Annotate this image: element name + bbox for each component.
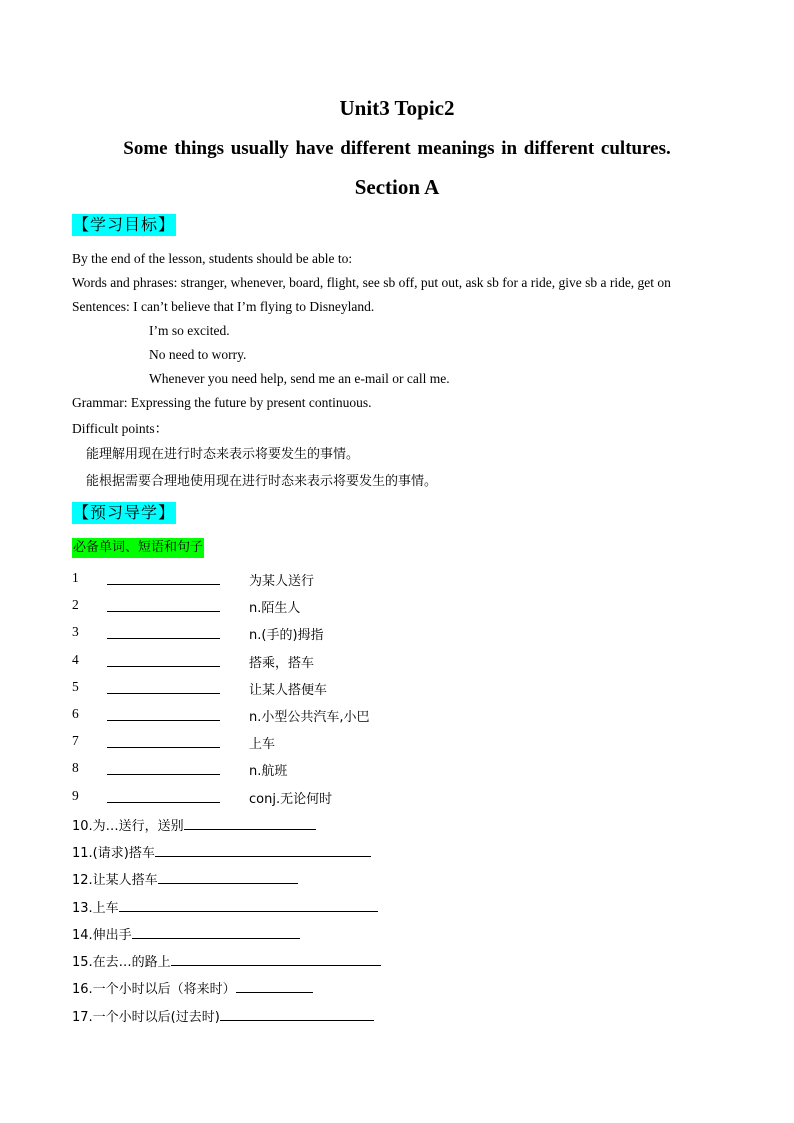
answer-blank[interactable] [119,898,378,912]
phrase-row [72,1006,374,1024]
answer-blank[interactable] [107,802,220,803]
vocab-meaning: 让某人搭便车 [249,683,328,698]
vocab-row [72,788,672,806]
answer-blank[interactable] [107,693,220,694]
vocab-meaning: n.陌生人 [249,601,301,616]
answer-blank[interactable] [132,925,300,939]
learning-goals-heading: 【学习目标】 [73,215,176,234]
answer-blank[interactable] [107,774,220,775]
vocab-row [72,706,672,724]
phrase-row [72,897,378,915]
answer-blank[interactable] [107,666,220,667]
topic-sentence: Some things usually have different meanings in different cultures. [123,138,671,159]
vocab-number: 1 [72,570,79,585]
preview-heading: 【预习导学】 [73,503,176,522]
vocab-meaning: n.航班 [249,764,288,779]
goals-intro: By the end of the lesson, students should be able to: [72,251,353,266]
vocab-number: 5 [72,679,79,694]
answer-blank[interactable] [107,611,220,612]
vocab-meaning: 搭乘，搭车 [249,656,315,671]
sentence-4: Whenever you need help, send me an e-mail or call me. [149,371,450,386]
phrase-prompt: 10.为…送行，送别 [72,819,184,834]
unit-title: Unit3 Topic2 [339,96,455,120]
phrase-row [72,924,300,942]
phrase-prompt: 15.在去…的路上 [72,955,171,970]
answer-blank[interactable] [236,979,313,993]
vocab-number: 8 [72,760,79,775]
vocab-number: 4 [72,652,79,667]
phrase-prompt: 11.(请求)搭车 [72,846,155,861]
answer-blank[interactable] [171,952,381,966]
answer-blank[interactable] [107,584,220,585]
phrase-row [72,842,371,860]
vocab-meaning: n.(手的)拇指 [249,628,324,643]
vocab-row [72,652,672,670]
vocab-number: 3 [72,624,79,639]
difficult-point-1: 能理解用现在进行时态来表示将要发生的事情。 [86,447,360,462]
phrase-prompt: 13.上车 [72,901,119,916]
phrase-prompt: 16.一个小时以后（将来时） [72,982,236,997]
answer-blank[interactable] [155,843,371,857]
vocab-row [72,624,672,642]
difficult-points-label: Difficult points： [72,421,169,436]
words-phrases: Words and phrases: stranger, whenever, board, flight, see sb off, put out, ask sb for a ride, give sb a ride, get on [72,275,671,290]
sentence-3: No need to worry. [149,347,247,362]
vocab-meaning: n.小型公共汽车,小巴 [249,710,370,725]
answer-blank[interactable] [184,816,316,830]
vocab-number: 7 [72,733,79,748]
phrase-prompt: 17.一个小时以后(过去时) [72,1010,220,1025]
vocab-row [72,733,672,751]
phrase-prompt: 12.让某人搭车 [72,873,158,888]
vocab-subheading: 必备单词、短语和句子 [72,538,204,558]
phrase-prompt: 14.伸出手 [72,928,132,943]
vocab-meaning: conj.无论何时 [249,792,333,807]
vocab-number: 6 [72,706,79,721]
answer-blank[interactable] [158,870,298,884]
vocab-number: 9 [72,788,79,803]
phrase-row [72,978,313,996]
phrase-row [72,951,381,969]
vocab-meaning: 为某人送行 [249,574,315,589]
answer-blank[interactable] [220,1007,374,1021]
sentence-2: I’m so excited. [149,323,230,338]
vocab-row [72,760,672,778]
vocab-row [72,679,672,697]
vocab-row [72,597,672,615]
difficult-point-2: 能根据需要合理地使用现在进行时态来表示将要发生的事情。 [86,474,438,489]
vocab-meaning: 上车 [249,737,276,752]
answer-blank[interactable] [107,638,220,639]
answer-blank[interactable] [107,747,220,748]
section-title: Section A [354,175,440,199]
sentences-label: Sentences: I can’t believe that I’m flying to Disneyland. [72,299,375,314]
phrase-row [72,869,298,887]
vocab-row [72,570,672,588]
vocab-number: 2 [72,597,79,612]
grammar-line: Grammar: Expressing the future by present continuous. [72,395,372,410]
answer-blank[interactable] [107,720,220,721]
phrase-row [72,815,316,833]
